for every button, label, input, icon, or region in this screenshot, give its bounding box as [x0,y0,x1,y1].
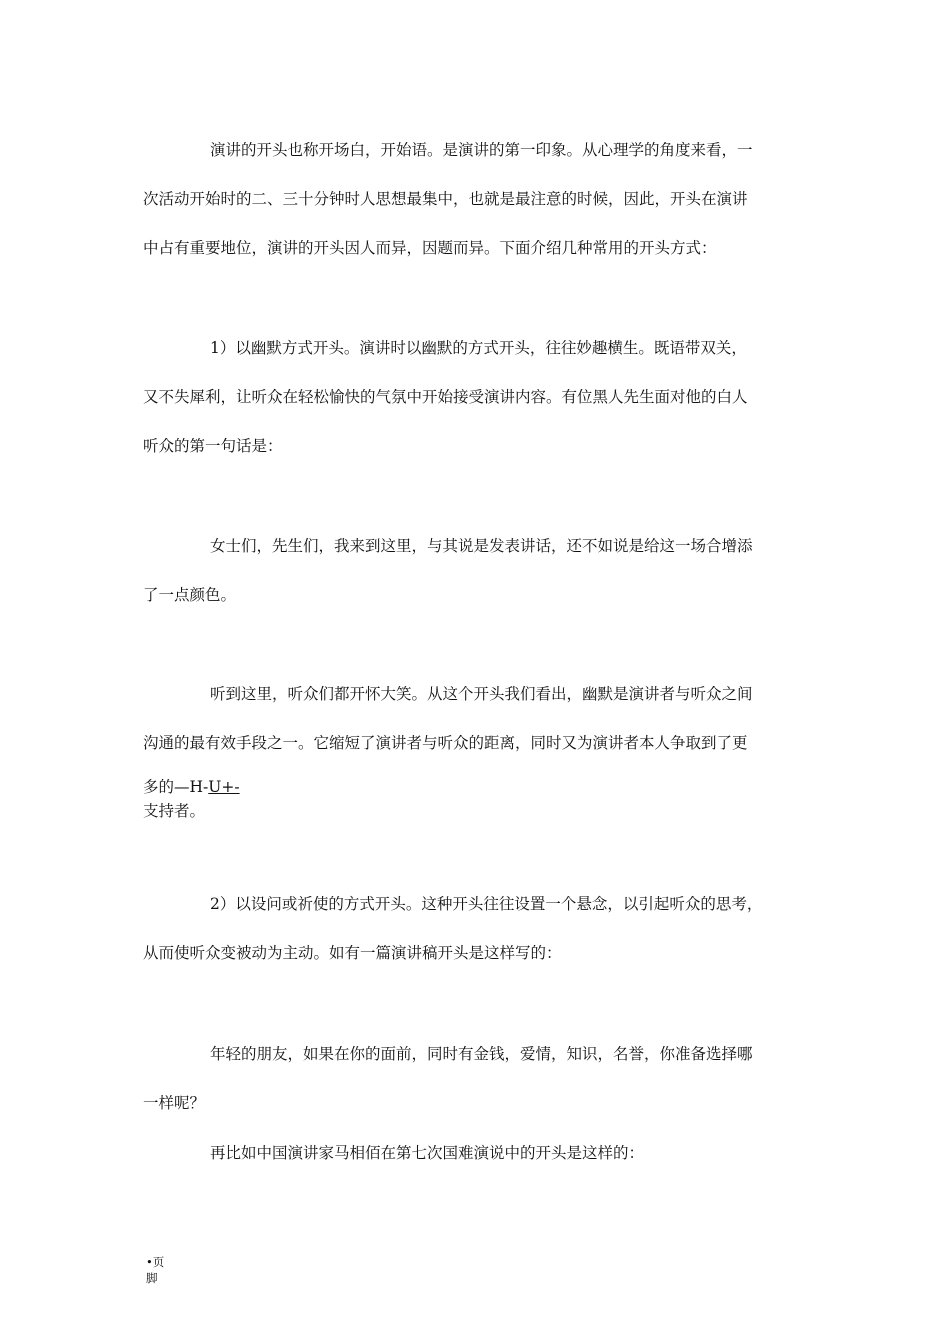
paragraph-intro-line-1: 演讲的开头也称开场白，开始语。是演讲的第一印象。从心理学的角度来看，一 [210,141,753,159]
footer-line-2: 脚 [146,1271,158,1285]
page-footer [146,1254,164,1286]
broken-line [143,776,823,798]
paragraph-intro-line-2: 次活动开始时的二、三十分钟时人思想最集中，也就是最注意的时候，因此，开头在演讲 [143,190,748,208]
paragraph-example-line: 再比如中国演讲家马相佰在第七次国难演说中的开头是这样的： [210,1144,645,1162]
quote-young-friend-line-2: 一样呢？ [143,1094,206,1112]
quote-young-friend-line-1: 年轻的朋友，如果在你的面前，同时有金钱，爱情，知识，名誉，你准备选择哪 [210,1045,753,1063]
quote-ladies-line-2: 了一点颜色。 [143,586,237,604]
paragraph-question-line-1: 2）以设问或祈使的方式开头。这种开头往往设置一个悬念，以引起听众的思考， [210,895,763,913]
footer-line-1: •页 [146,1255,165,1269]
paragraph-humor-line-1: 1）以幽默方式开头。演讲时以幽默的方式开头，往往妙趣横生。既语带双关， [210,339,747,357]
paragraph-laugh-line-2: 沟通的最有效手段之一。它缩短了演讲者与听众的距离，同时又为演讲者本人争取到了更 [143,734,748,752]
broken-line-artifact-underlined: U+- [208,778,240,796]
broken-line-prefix: 多的 [143,778,175,796]
paragraph-laugh-line-1: 听到这里，听众们都开怀大笑。从这个开头我们看出，幽默是演讲者与听众之间 [210,685,753,703]
quote-ladies-line-1: 女士们，先生们，我来到这里，与其说是发表讲话，还不如说是给这一场合增添 [210,537,753,555]
broken-line-artifact: —H- [174,778,209,796]
paragraph-intro-line-3: 中占有重要地位，演讲的开头因人而异，因题而异。下面介绍几种常用的开头方式： [143,239,717,257]
paragraph-question-line-2: 从而使听众变被动为主动。如有一篇演讲稿开头是这样写的： [143,944,562,962]
paragraph-humor-line-2: 又不失犀利，让听众在轻松愉快的气氛中开始接受演讲内容。有位黑人先生面对他的白人 [143,388,748,406]
paragraph-humor-line-3: 听众的第一句话是： [143,437,283,455]
paragraph-supporters-line: 支持者。 [143,802,206,820]
